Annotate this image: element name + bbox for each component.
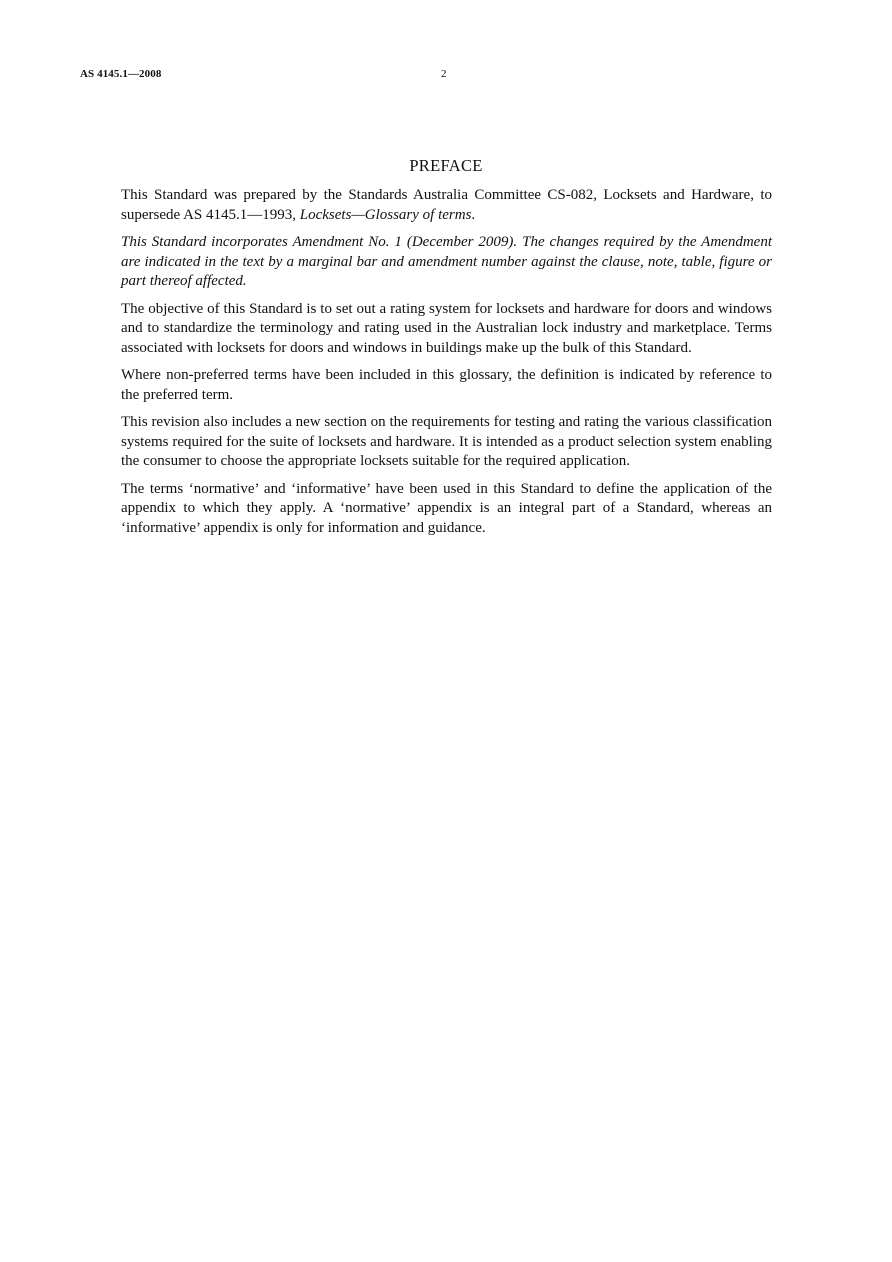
- paragraph-objective: The objective of this Standard is to set out a rating system for locksets and hardware for doors and windows and to standardize the terminology and rating used in the Australian lock industry and marketplace. Terms associated with locksets for doors and windows in buildings make up the bulk of this Standard.: [121, 300, 772, 356]
- paragraph-non-preferred-terms: Where non-preferred terms have been included in this glossary, the definition is indicated by reference to the preferred term.: [121, 367, 772, 403]
- page-number: 2: [441, 68, 447, 80]
- paragraph-committee-text: This Standard was prepared by the Standards Australia Committee CS-082, Locksets and Hardware, to supersede AS 4145.1—1993,: [121, 187, 772, 223]
- paragraph-amendment: This Standard incorporates Amendment No. 1 (December 2009). The changes required by the Amendment are indicated in the text by a marginal bar and amendment number against the clause, note, table, figure or part thereof affected.: [121, 234, 772, 289]
- paragraph-revision: This revision also includes a new section on the requirements for testing and rating the various classification systems required for the suite of locksets and hardware. It is intended as a product selection system enabling the consumer to choose the appropriate locksets suitable for the required application.: [121, 414, 772, 469]
- standard-number: AS 4145.1—2008: [80, 68, 162, 80]
- paragraph-normative-informative: The terms ‘normative’ and ‘informative’ have been used in this Standard to define the application of the appendix to which they apply. A ‘normative’ appendix is an integral part of a Standard, whereas an ‘informative’ appendix is only for information and guidance.: [121, 480, 772, 536]
- paragraph-committee: [121, 186, 772, 225]
- page-title: PREFACE: [409, 156, 483, 175]
- paragraph-committee-end: .: [471, 206, 476, 223]
- superseded-title: Locksets—Glossary of terms: [299, 206, 472, 223]
- preface-body: [121, 186, 772, 546]
